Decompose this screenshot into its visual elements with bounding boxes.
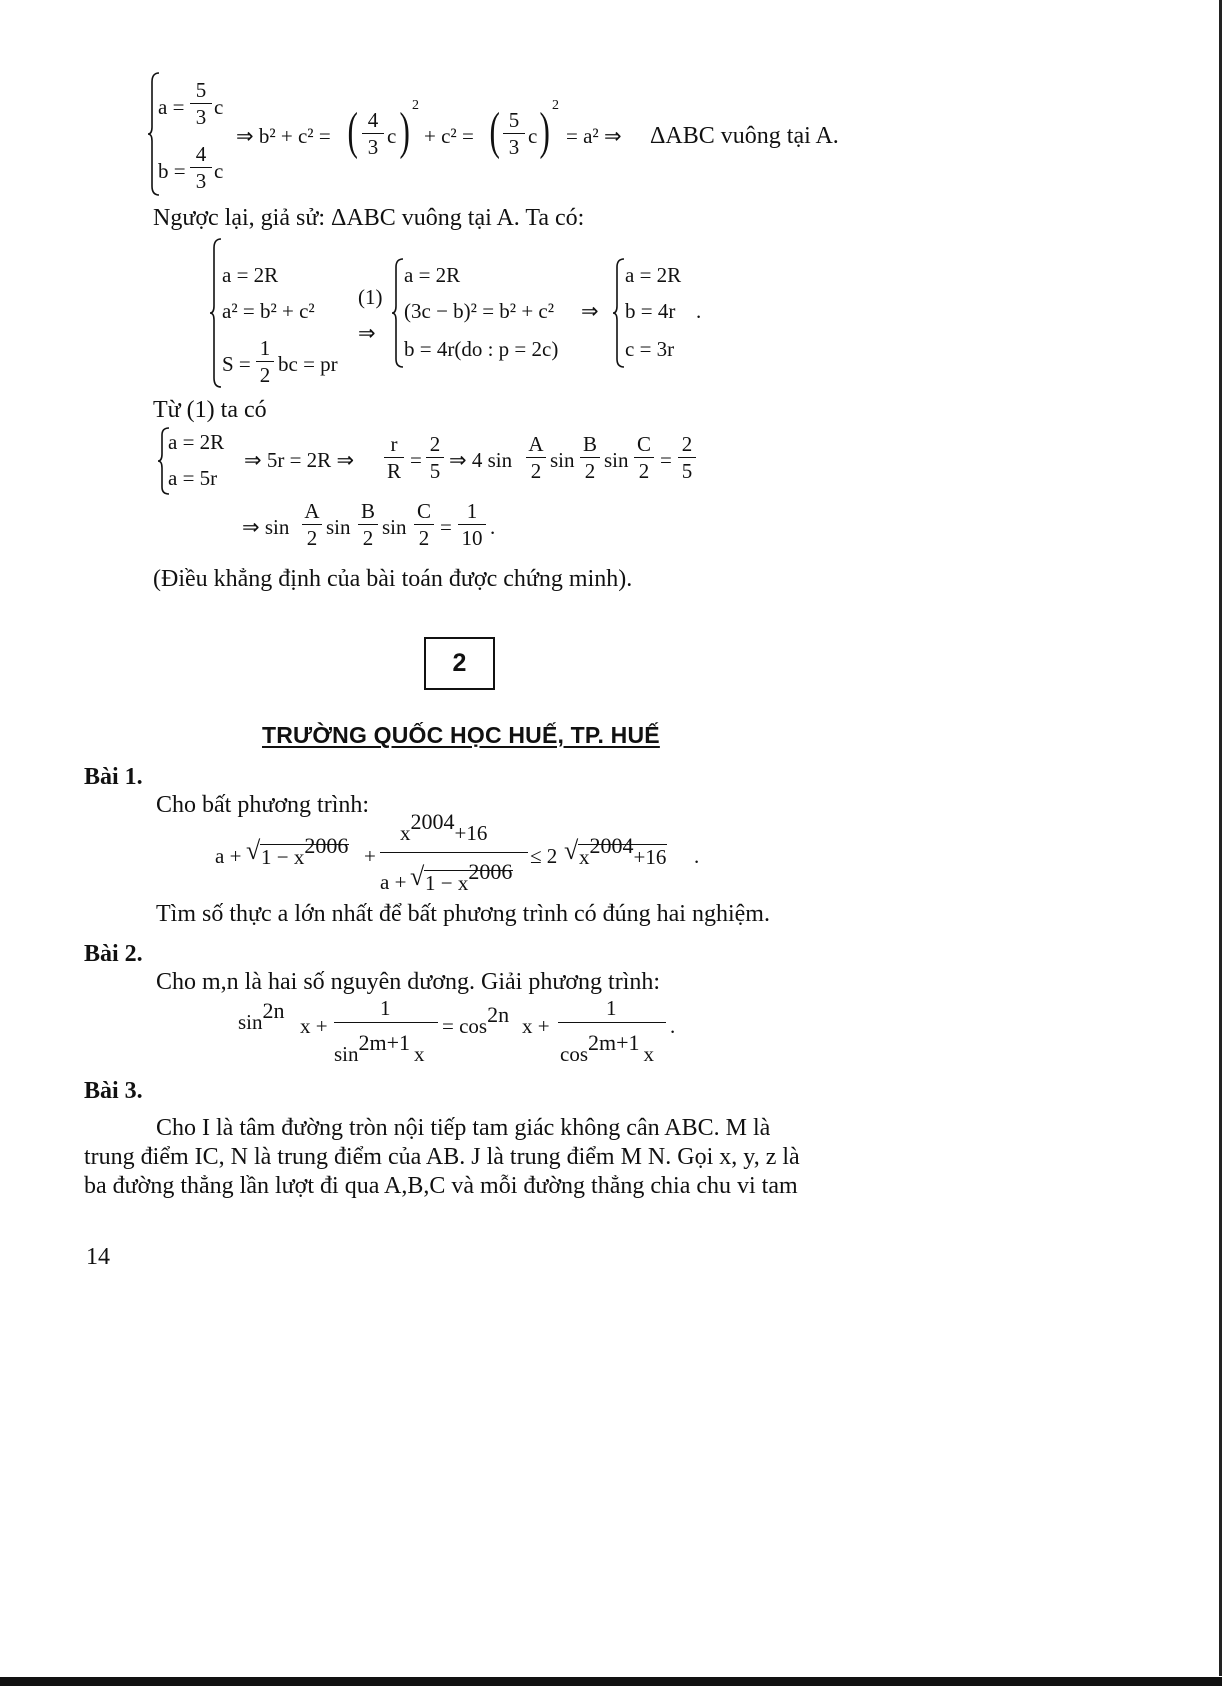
- from-1: Từ (1) ta có: [153, 397, 267, 423]
- square-exp-2: 2: [552, 98, 559, 113]
- bai2-x-plus: x +: [300, 1014, 328, 1038]
- bai3-line-2: trung điểm IC, N là trung điểm của AB. J là trung điểm M N. Gọi x, y, z là: [84, 1144, 800, 1170]
- page-number: 14: [86, 1244, 110, 1270]
- bai1-intro: Cho bất phương trình:: [156, 792, 370, 818]
- frac-B-2-b: B 2: [358, 499, 378, 550]
- sys2-line1: a = 2R: [222, 263, 279, 287]
- bai1-numerator: x2004+16: [400, 809, 488, 845]
- scan-edge-bottom: [0, 1677, 1222, 1686]
- bai2-den-sin: sin2m+1 x: [334, 1030, 425, 1066]
- bai1-task: Tìm số thực a lớn nhất để bất phương trình có đúng hai nghiệm.: [156, 901, 770, 927]
- eq-sign-3: =: [440, 515, 452, 539]
- bai1-root-2: 1 − x2006: [425, 859, 513, 895]
- implies-4sin: ⇒ 4 sin: [449, 448, 513, 472]
- sqrt-sign-3: √: [564, 836, 579, 865]
- sqrt-sign-2: √: [410, 862, 425, 891]
- sys3-line1: a = 2R: [404, 263, 461, 287]
- bai1-den-a: a +: [380, 870, 407, 894]
- label-1: (1): [358, 285, 383, 309]
- frac-2-5: 2 5: [426, 432, 444, 483]
- bai1-title: Bài 1.: [84, 764, 143, 790]
- bai3-line-1: Cho I là tâm đường tròn nội tiếp tam giác không cân ABC. M là: [156, 1115, 771, 1141]
- chain-5r-2R: ⇒ 5r = 2R ⇒: [244, 448, 355, 472]
- converse-statement: Ngược lại, giả sử: ΔABC vuông tại A. Ta có:: [153, 205, 585, 231]
- section-number-box: [424, 637, 495, 690]
- sys3-line3: b = 4r(do : p = 2c): [404, 337, 559, 361]
- bai2-frac-bar-1: [334, 1022, 438, 1023]
- bai2-frac-bar-2: [558, 1022, 666, 1023]
- bai1-period: .: [694, 844, 700, 868]
- frac-1-10: 1 10: [458, 499, 486, 550]
- frac-A-2: A 2: [526, 432, 546, 483]
- frac-4-3-b: 4 3: [362, 108, 384, 159]
- eq-sign: =: [410, 448, 422, 472]
- sys4-line2: b = 4r: [625, 299, 676, 323]
- sys5-line2: a = 5r: [168, 466, 218, 490]
- frac-B-2: B 2: [580, 432, 600, 483]
- bai2-sin: sin2n: [238, 998, 285, 1034]
- bai3-title: Bài 3.: [84, 1078, 143, 1104]
- bai1-rhs-root: x2004+16: [579, 833, 667, 869]
- bai2-den-cos: cos2m+1 x: [560, 1030, 655, 1066]
- sys1-b-label: b =: [158, 159, 186, 183]
- eq-a2: = a² ⇒: [566, 124, 622, 148]
- implies-arrow-2: ⇒: [581, 299, 599, 323]
- bai2-x-plus-2: x +: [522, 1014, 550, 1038]
- frac-5-3: 5 3: [190, 78, 212, 129]
- sin-b-2: sin: [326, 515, 351, 539]
- frac-1-2: 1 2: [256, 336, 274, 387]
- frac-4-3: 4 3: [190, 142, 212, 193]
- sys4-line3: c = 3r: [625, 337, 675, 361]
- sin-c: sin: [604, 448, 629, 472]
- sys5-line1: a = 2R: [168, 430, 225, 454]
- frac-A-2-b: A 2: [302, 499, 322, 550]
- frac-r-R: r R: [384, 432, 404, 483]
- frac-C-2-b: C 2: [414, 499, 434, 550]
- var-c: c: [214, 95, 224, 119]
- frac-C-2: C 2: [634, 432, 654, 483]
- bai2-one: 1: [380, 996, 391, 1020]
- eq-sign-2: =: [660, 448, 672, 472]
- square-exp: 2: [412, 98, 419, 113]
- paren-open: (: [347, 103, 358, 160]
- sqrt-sign: √: [246, 836, 261, 865]
- var-c-2: c: [214, 159, 224, 183]
- period-2: .: [490, 515, 496, 539]
- bai1-plus: +: [364, 844, 376, 868]
- sys2-line2: a² = b² + c²: [222, 299, 315, 323]
- proved-statement: (Điều khẳng định của bài toán được chứng minh).: [153, 566, 633, 592]
- frac-5-3-b: 5 3: [503, 108, 525, 159]
- paren-close: ): [399, 103, 410, 160]
- var-c-4: c: [528, 124, 538, 148]
- sys3-line2: (3c − b)² = b² + c²: [404, 299, 555, 323]
- sin-c-2: sin: [382, 515, 407, 539]
- bai1-le2: ≤ 2: [530, 844, 558, 868]
- paren-open-2: (: [489, 103, 500, 160]
- bai2-eq-cos: = cos2n: [442, 1002, 510, 1038]
- section-number: 2: [452, 649, 467, 677]
- plus-c2: + c² =: [424, 124, 474, 148]
- sys2-line3-suffix: bc = pr: [278, 352, 338, 376]
- bai3-line-3: ba đường thẳng lần lượt đi qua A,B,C và mỗi đường thẳng chia chu vi tam: [84, 1173, 798, 1199]
- bai1-root-1: 1 − x2006: [261, 833, 349, 869]
- implies-arrow: ⇒: [358, 321, 376, 345]
- paren-close-2: ): [539, 103, 550, 160]
- sys4-line1: a = 2R: [625, 263, 682, 287]
- bai1-fraction-bar: [380, 852, 528, 853]
- bai2-intro: Cho m,n là hai số nguyên dương. Giải phương trình:: [156, 969, 661, 995]
- implies-sin: ⇒ sin: [242, 515, 290, 539]
- conclusion-right-triangle: ΔABC vuông tại A.: [650, 123, 839, 149]
- brace-sys2: [210, 238, 222, 388]
- bai1-a-plus: a +: [215, 844, 242, 868]
- sys1-a-label: a =: [158, 95, 185, 119]
- sys2-line3-prefix: S =: [222, 352, 251, 376]
- frac-2-5-b: 2 5: [678, 432, 696, 483]
- var-c-3: c: [387, 124, 397, 148]
- bai2-title: Bài 2.: [84, 941, 143, 967]
- bai2-period: .: [670, 1014, 676, 1038]
- brace-sys4: [613, 258, 625, 368]
- implies-b2c2: ⇒ b² + c² =: [236, 124, 331, 148]
- bai2-one-2: 1: [606, 996, 617, 1020]
- period: .: [696, 299, 702, 323]
- brace-sys3: [392, 258, 404, 368]
- sin-b: sin: [550, 448, 575, 472]
- school-title: TRƯỜNG QUỐC HỌC HUẾ, TP. HUẾ: [262, 722, 660, 748]
